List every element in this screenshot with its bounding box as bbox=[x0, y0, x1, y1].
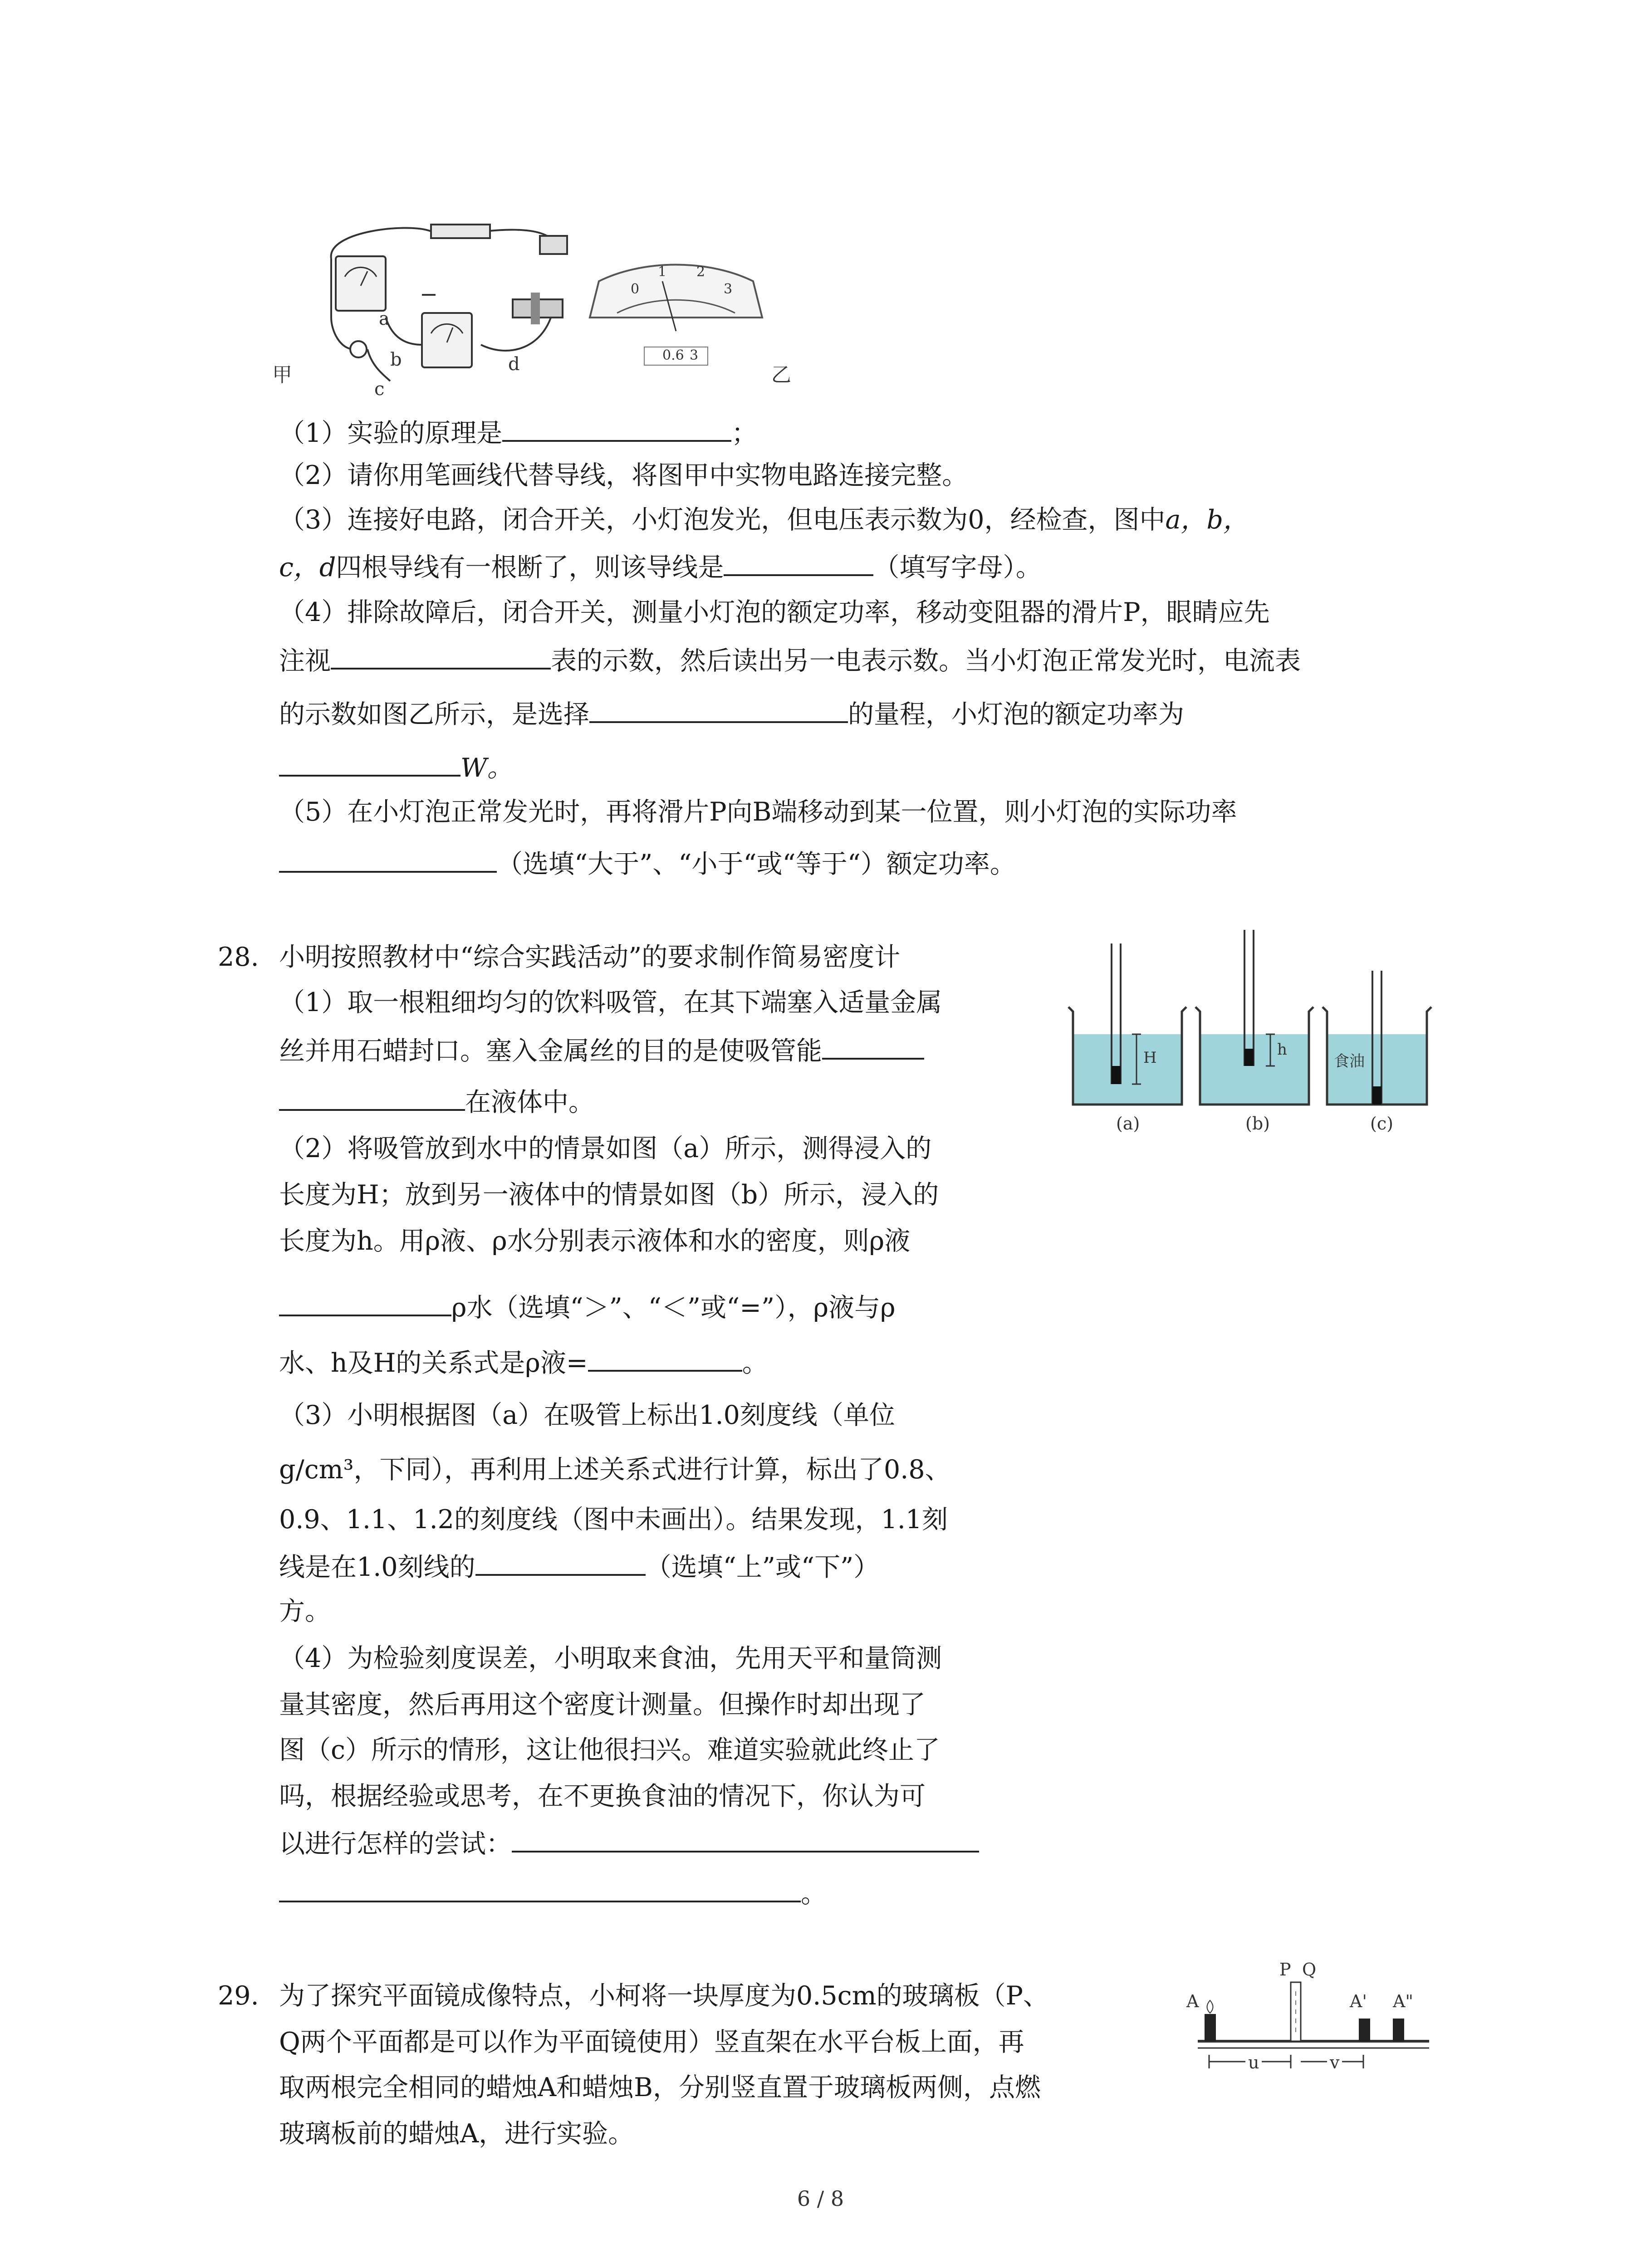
mirror-P-label: P bbox=[1279, 1960, 1291, 1980]
q28-p1a: （1）取一根粗细均匀的饮料吸管，在其下端塞入适量金属 bbox=[279, 987, 942, 1017]
q27-part3-end: （填写字母）。 bbox=[873, 552, 1042, 582]
q28-intro-text: 小明按照教材中“综合实践活动”的要求制作简易密度计 bbox=[279, 942, 901, 972]
distance-u-label: u bbox=[1245, 2053, 1262, 2072]
q28-blank-float[interactable] bbox=[822, 1031, 924, 1060]
q28-number: 28. bbox=[218, 942, 259, 972]
q27-blank-principle[interactable] bbox=[502, 413, 731, 442]
q28-blank-float-2[interactable] bbox=[279, 1082, 465, 1111]
q28-blank-position[interactable] bbox=[475, 1547, 646, 1576]
q28-part2-line5 bbox=[279, 1343, 768, 1381]
circuit-diagram bbox=[272, 213, 789, 404]
q27-part4-text2b: 表的示数，然后读出另一电表示数。当小灯泡正常发光时，电流表 bbox=[551, 646, 1301, 676]
q27-part1-end: ； bbox=[731, 418, 758, 448]
q28-p1b: 丝并用石蜡封口。塞入金属丝的目的是使吸管能 bbox=[279, 1036, 822, 1066]
q27-part2-text: （2）请你用笔画线代替导线，将图甲中实物电路连接完整。 bbox=[279, 460, 968, 490]
q28-part1-line1 bbox=[279, 984, 942, 1021]
q28-blank-compare[interactable] bbox=[279, 1287, 451, 1316]
q29-line4 bbox=[279, 2116, 634, 2152]
q28-part3-line1 bbox=[279, 1397, 895, 1433]
q27-blank-range[interactable] bbox=[589, 694, 848, 723]
distance-v-label: v bbox=[1327, 2053, 1342, 2072]
image-A2-label: A" bbox=[1393, 1991, 1413, 2011]
beakers-figure bbox=[1064, 930, 1436, 1143]
q28-part4-line3 bbox=[279, 1732, 940, 1768]
q29-l2: Q两个平面都是可以作为平面镜使用）竖直架在水平台板上面，再 bbox=[279, 2027, 1024, 2057]
q28-part3-line4 bbox=[279, 1547, 879, 1585]
q27-part5-line1 bbox=[279, 794, 1237, 830]
wire-label-b: b bbox=[390, 349, 402, 370]
q28-part3-line5 bbox=[279, 1593, 331, 1629]
q29-line2 bbox=[279, 2024, 1024, 2060]
wire-label-d: d bbox=[508, 354, 520, 375]
q29-l3: 取两根完全相同的蜡烛A和蜡烛B，分别竖直置于玻璃板两侧，点燃 bbox=[279, 2072, 1041, 2102]
q28-p2e-end: 。 bbox=[742, 1348, 768, 1378]
mirror-figure bbox=[1180, 1960, 1434, 2096]
q28-part4-line4 bbox=[279, 1778, 926, 1814]
q28-p3e: 方。 bbox=[279, 1596, 331, 1626]
figure-label-yi: 乙 bbox=[771, 363, 791, 386]
q28-part4-line1 bbox=[279, 1640, 942, 1677]
q28-p3c: 0.9、1.1、1.2的刻度线（图中未画出）。结果发现，1.1刻 bbox=[279, 1505, 948, 1535]
q27-part4-unit: W。 bbox=[460, 753, 513, 783]
q27-part2 bbox=[279, 457, 968, 494]
q28-p4b: 量其密度，然后再用这个密度计测量。但操作时却出现了 bbox=[279, 1690, 926, 1720]
candle-A-label: A bbox=[1186, 1991, 1199, 2011]
q28-p4f: 。 bbox=[801, 1879, 827, 1909]
mirror-Q-label: Q bbox=[1302, 1960, 1317, 1980]
q28-p2c: 长度为h。用ρ液、ρ水分别表示液体和水的密度，则ρ液 bbox=[279, 1226, 911, 1256]
q28-p2e: 水、h及H的关系式是ρ液= bbox=[279, 1348, 588, 1378]
q28-part1-line2 bbox=[279, 1031, 924, 1069]
q28-blank-formula[interactable] bbox=[588, 1343, 742, 1372]
image-A1-label: A' bbox=[1350, 1991, 1367, 2011]
q27-part4-line2 bbox=[279, 640, 1301, 679]
q27-part4-text: （4）排除故障后，闭合开关，测量小灯泡的额定功率，移动变阻器的滑片P，眼睛应先 bbox=[279, 597, 1270, 627]
wire-label-c: c bbox=[374, 379, 385, 400]
q27-part3-vars: a，b， bbox=[1165, 505, 1249, 535]
q27-part5-text2: （选填“大于”、“小于“或“等于“）额定功率。 bbox=[497, 849, 1016, 879]
q27-part4-line1 bbox=[279, 594, 1270, 631]
q29-l1: 为了探究平面镜成像特点，小柯将一块厚度为0.5cm的玻璃板（P、 bbox=[279, 1981, 1049, 2011]
q28-p2b: 长度为H；放到另一液体中的情景如图（b）所示，浸入的 bbox=[279, 1180, 939, 1210]
q28-part4-line5 bbox=[279, 1823, 979, 1862]
q27-part4-text2a: 注视 bbox=[279, 646, 331, 676]
q28-p2a: （2）将吸管放到水中的情景如图（a）所示，测得浸入的 bbox=[279, 1134, 932, 1163]
q28-p2d: ρ水（选填“＞”、“＜”或“=”），ρ液与ρ bbox=[451, 1293, 896, 1323]
meter-tick-0: 0 bbox=[631, 281, 640, 297]
mirror-diagram bbox=[1180, 1960, 1434, 2096]
q27-part4-text3b: 的量程，小灯泡的额定功率为 bbox=[848, 699, 1184, 729]
beaker-label-c: (c) bbox=[1370, 1114, 1393, 1134]
q27-part4-text3a: 的示数如图乙所示，是选择 bbox=[279, 699, 589, 729]
beaker-oil-label: 食油 bbox=[1334, 1052, 1365, 1070]
q28-p4e: 以进行怎样的尝试： bbox=[279, 1829, 512, 1859]
q28-part3-line2 bbox=[279, 1452, 951, 1488]
q28-p3d-end: （选填“上”或“下”） bbox=[645, 1552, 880, 1582]
wire-label-a: a bbox=[379, 308, 390, 329]
q28-p1c: 在液体中。 bbox=[465, 1087, 594, 1117]
q29-l4: 玻璃板前的蜡烛A，进行实验。 bbox=[279, 2119, 634, 2149]
q29-line1 bbox=[279, 1978, 1049, 2014]
q28-p4a: （4）为检验刻度误差，小明取来食油，先用天平和量筒测 bbox=[279, 1643, 942, 1673]
q27-part3-vars2: c，d bbox=[279, 552, 336, 582]
q28-blank-attempt[interactable] bbox=[512, 1823, 979, 1853]
q27-part5-line2 bbox=[279, 844, 1016, 882]
q27-part3-text: （3）连接好电路，闭合开关，小灯泡发光，但电压表示数为0，经检查，图中 bbox=[279, 505, 1166, 535]
beaker-h-label: h bbox=[1277, 1041, 1287, 1059]
q29-number: 29. bbox=[218, 1981, 259, 2011]
q27-part3-text2: 四根导线有一根断了，则该导线是 bbox=[336, 552, 724, 582]
q28-part4-line2 bbox=[279, 1686, 926, 1723]
meter-terminal-3: 3 bbox=[690, 347, 699, 363]
q28-part2-line4 bbox=[279, 1287, 896, 1326]
meter-tick-2: 2 bbox=[696, 264, 705, 280]
q28-part3-line3 bbox=[279, 1501, 948, 1538]
q27-part4-line3 bbox=[279, 694, 1184, 733]
meter-terminal-06: 0.6 bbox=[662, 347, 684, 363]
beaker-label-a: (a) bbox=[1116, 1114, 1140, 1134]
q28-part1-line3 bbox=[279, 1082, 594, 1120]
q27-part1-text: （1）实验的原理是 bbox=[279, 418, 503, 448]
q27-part3-line1 bbox=[279, 502, 1249, 538]
q28-intro bbox=[279, 939, 900, 975]
q27-blank-wire[interactable] bbox=[724, 547, 873, 576]
beaker-label-b: (b) bbox=[1245, 1114, 1270, 1134]
q28-blank-attempt-2[interactable] bbox=[279, 1873, 801, 1902]
q28-part2-line1 bbox=[279, 1130, 931, 1167]
q28-part2-line3 bbox=[279, 1223, 910, 1259]
circuit-figure bbox=[272, 213, 789, 404]
q27-blank-meter[interactable] bbox=[331, 640, 551, 670]
q28-part2-line2 bbox=[279, 1177, 939, 1213]
figure-label-jia: 甲 bbox=[272, 363, 292, 386]
q27-part5-text: （5）在小灯泡正常发光时，再将滑片P向B端移动到某一位置，则小灯泡的实际功率 bbox=[279, 797, 1237, 827]
q28-p4c: 图（c）所示的情形，这让他很扫兴。难道实验就此终止了 bbox=[279, 1735, 940, 1765]
q27-part4-line4 bbox=[279, 748, 513, 786]
q29-line3 bbox=[279, 2069, 1041, 2106]
q28-p3a: （3）小明根据图（a）在吸管上标出1.0刻度线（单位 bbox=[279, 1400, 895, 1430]
meter-tick-3: 3 bbox=[724, 281, 733, 297]
beaker-H-label: H bbox=[1143, 1049, 1157, 1067]
beakers-diagram bbox=[1064, 930, 1436, 1143]
q28-p4d: 吗，根据经验或思考，在不更换食油的情况下，你认为可 bbox=[279, 1781, 926, 1811]
page-number: 6 / 8 bbox=[797, 2186, 844, 2211]
meter-tick-1: 1 bbox=[658, 264, 667, 280]
q27-blank-power[interactable] bbox=[279, 748, 460, 777]
q28-p3d: 线是在1.0刻线的 bbox=[279, 1552, 475, 1582]
q27-part1 bbox=[279, 413, 757, 451]
q27-part3-line2 bbox=[279, 547, 1042, 586]
q28-part4-line6 bbox=[279, 1873, 827, 1912]
q27-blank-actual-power[interactable] bbox=[279, 844, 497, 873]
q28-p3b: g/cm³，下同），再利用上述关系式进行计算，标出了0.8、 bbox=[279, 1455, 951, 1485]
